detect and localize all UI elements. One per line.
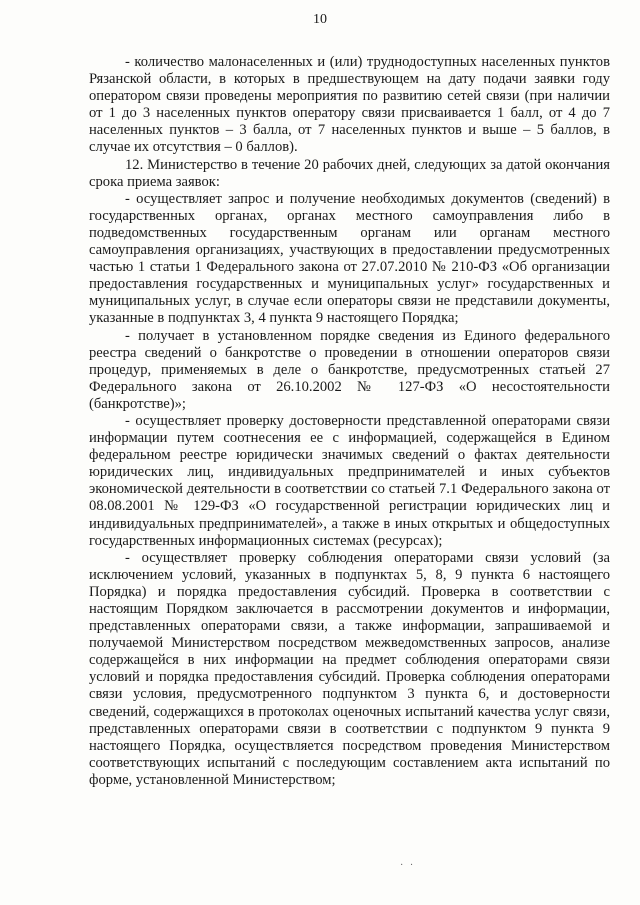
document-body [89,54,610,789]
paragraph-12-ministry-actions: 12. Министерство в течение 20 рабочих дней, следующих за датой окончания срока приема заявок: [89,156,610,190]
paragraph-settlements-criterion: - количество малонаселенных и (или) труднодоступных населенных пунктов Рязанской области, в которых в предшествующем на дату подачи заявки году оператором связи проведены мероприятия по развитию сетей связи (при наличии от 1 до 3 населенных пунктов оператору связи присваивается 1 балл, от 4 до 7 населенных пунктов – 3 балла, от 7 населенных пунктов и выше – 5 баллов, в случае их отсутствия – 0 баллов). [89,54,610,156]
paragraph-verify-conditions: - осуществляет проверку соблюдения операторами связи условий (за исключением условий, указанных в подпунктах 5, 8, 9 пункта 6 настоящего Порядка) и порядка предоставления субсидий. Проверка в соответствии с настоящим Порядком заключается в рассмотрении документов и информации, представленных операторами связи, а также информации, запрашиваемой и получаемой Министерством посредством межведомственных запросов, анализе содержащейся в них информации на предмет соблюдения операторами связи условий и порядка предоставления субсидий. Проверка соблюдения операторами связи условия, предусмотренного подпунктом 3 пункта 6, и достоверности сведений, содержащихся в протоколах оценочных испытаний качества услуг связи, представленных операторами связи в соответствии с подпунктом 9 пункта 9 настоящего Порядка, осуществляется посредством проведения Министерством соответствующих испытаний с последующим составлением акта испытаний по форме, установленной Министерством; [89,549,610,788]
paragraph-bankruptcy-registry: - получает в установленном порядке сведения из Единого федерального реестра сведений о банкротстве о проведении в отношении операторов связи процедур, применяемых в деле о банкротстве, предусмотренных статьей 27 Федерального закона от 26.10.2002 № 127-ФЗ «О несостоятельности (банкротстве)»; [89,327,610,412]
page-number: 10 [313,12,327,27]
paragraph-verify-reliability: - осуществляет проверку достоверности представленной операторами связи информации путем соотнесения ее с информацией, содержащейся в Едином федеральном реестре юридически значимых сведений о фактах деятельности юридических лиц, индивидуальных предпринимателей и иных субъектов экономической деятельности в соответствии со статьей 7.1 Федерального закона от 08.08.2001 № 129-ФЗ «О государственной регистрации юридических лиц и индивидуальных предпринимателей», а также в иных открытых и общедоступных государственных информационных системах (ресурсах); [89,412,610,549]
scan-artifact: · · [400,860,416,871]
paragraph-request-documents: - осуществляет запрос и получение необходимых документов (сведений) в государственных органах, органах местного самоуправления либо в подведомственных государственным органам или органам местного самоуправления организациях, участвующих в предоставлении предусмотренных частью 1 статьи 1 Федерального закона от 27.07.2010 № 210-ФЗ «Об организации предоставления государственных и муниципальных услуг» государственных и муниципальных услуг, в случае если операторы связи не представили документы, указанные в подпунктах 3, 4 пункта 9 настоящего Порядка; [89,190,610,327]
